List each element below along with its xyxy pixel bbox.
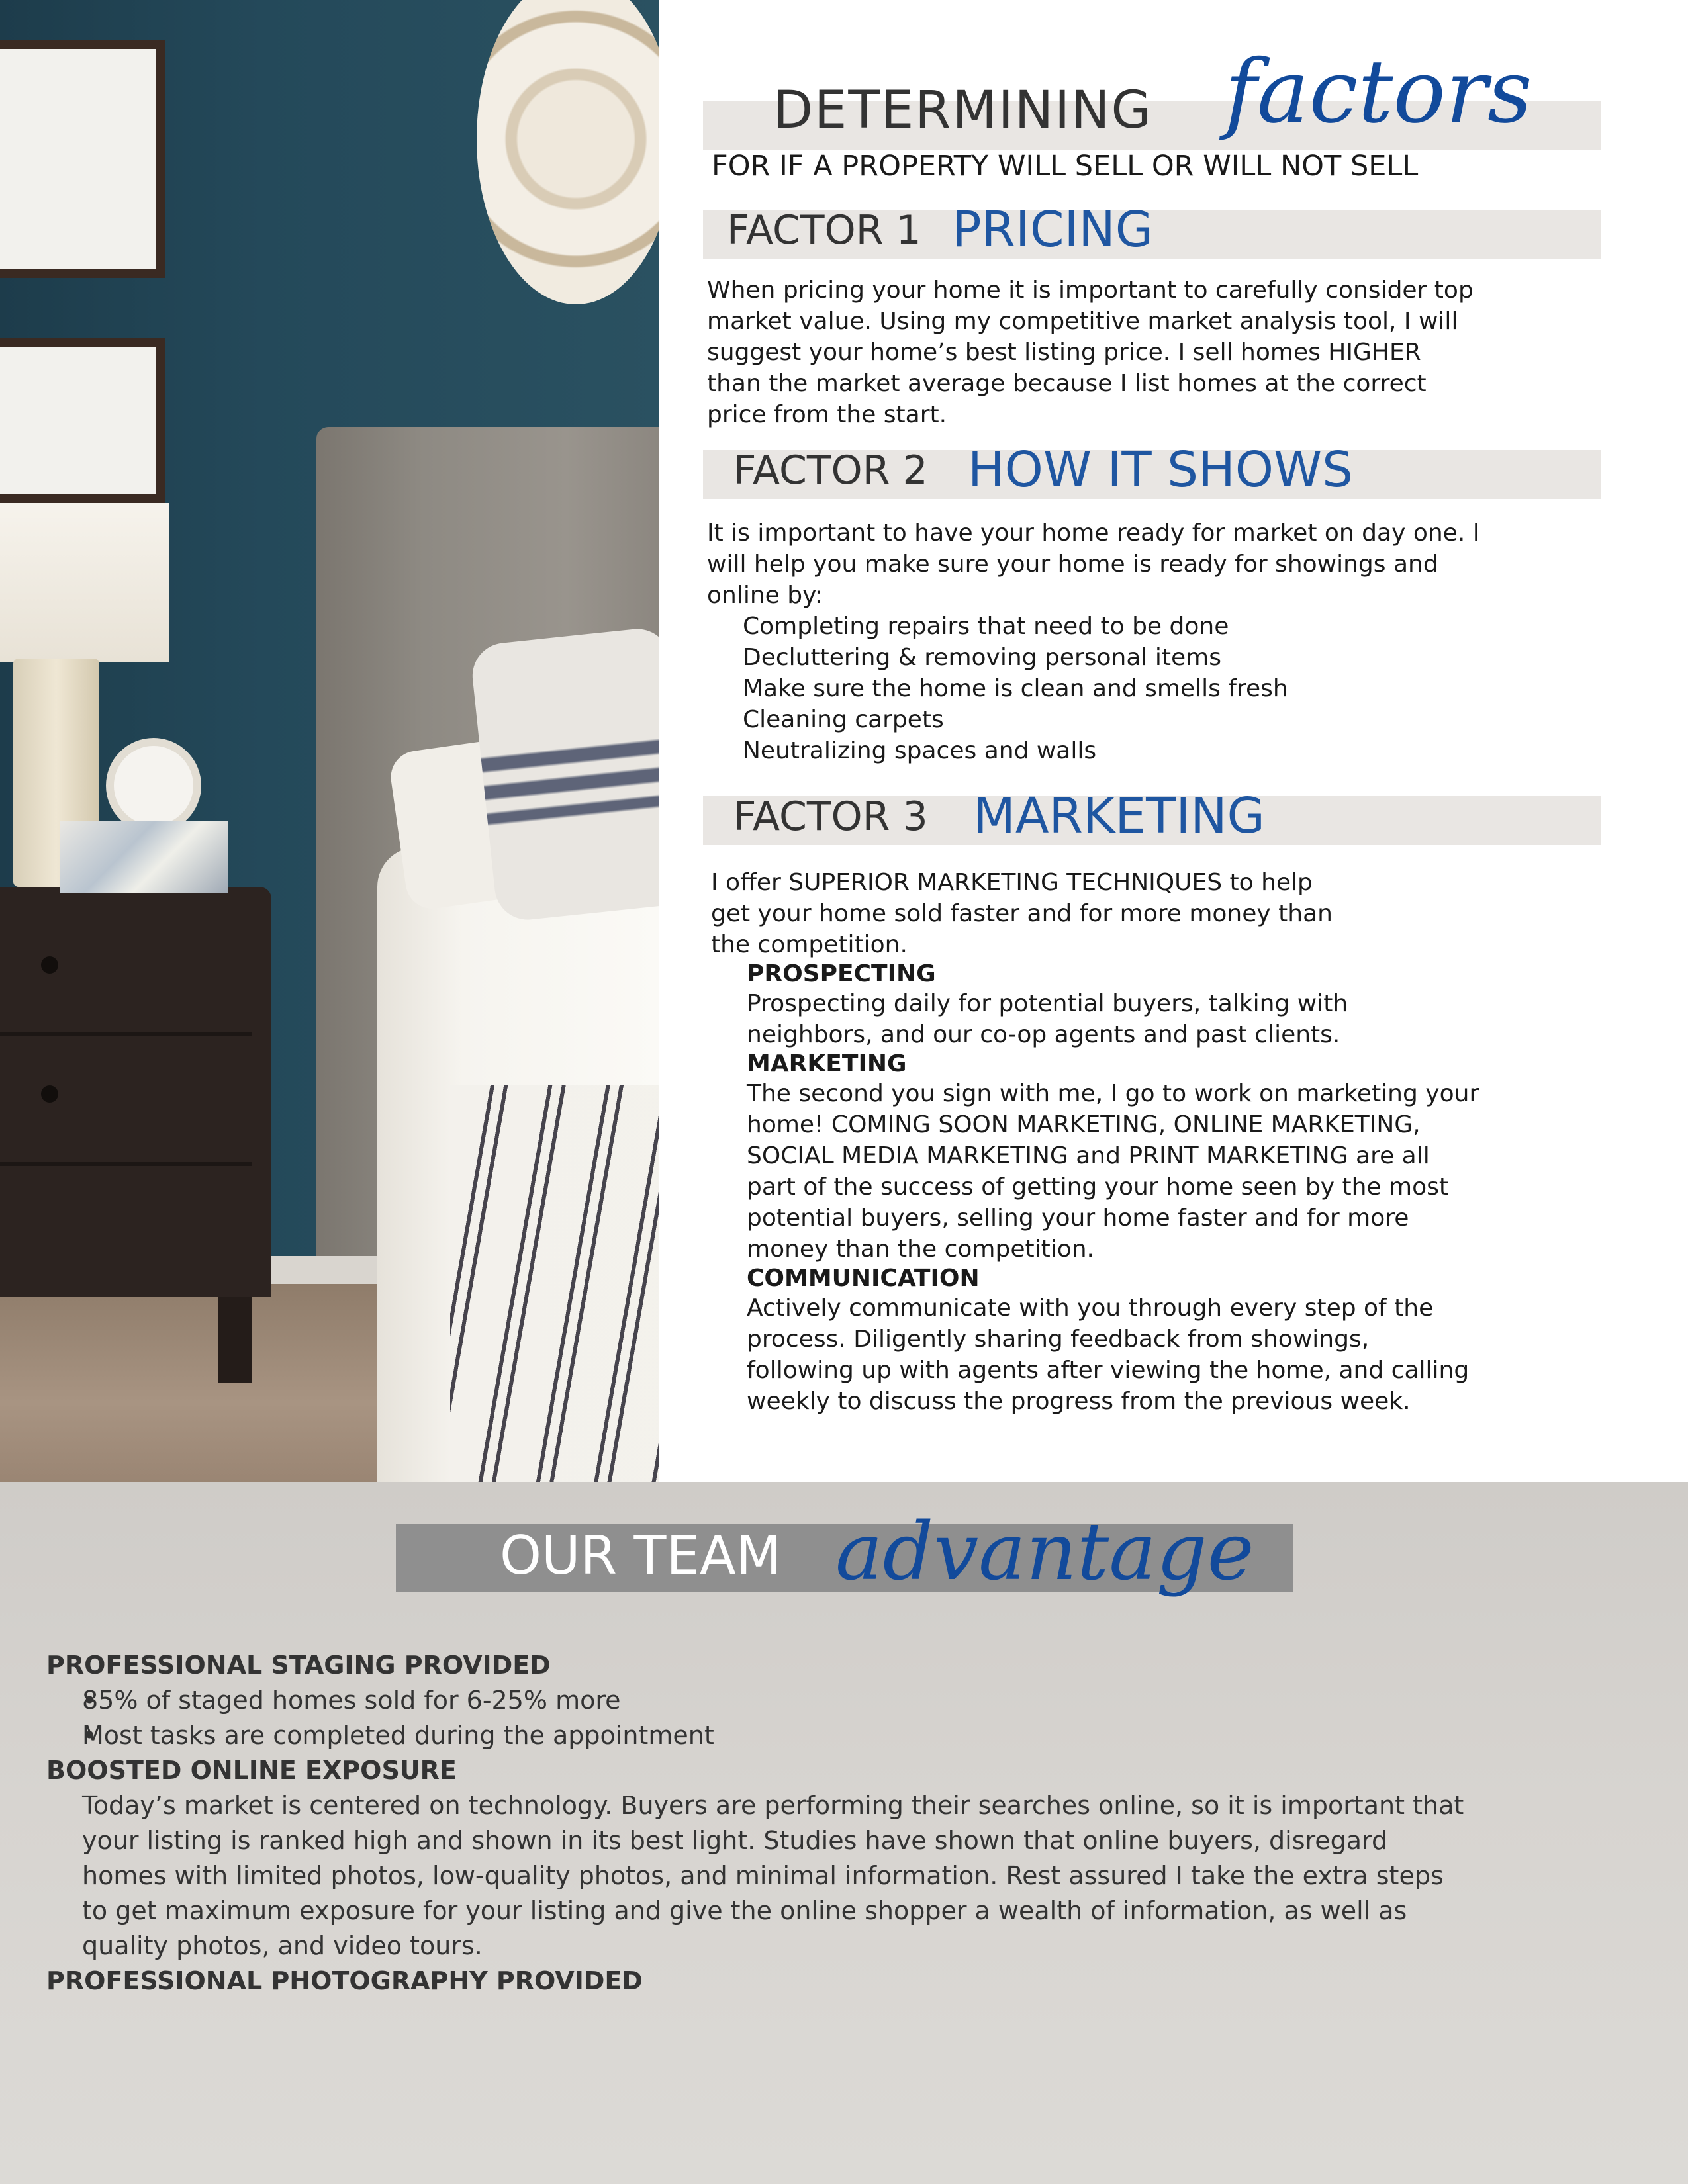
photography-heading: PROFESSIONAL PHOTOGRAPHY PROVIDED xyxy=(46,1966,643,1995)
factor2-text xyxy=(707,518,1479,766)
factor2-item: Cleaning carpets xyxy=(743,706,944,733)
communication-line: weekly to discuss the progress from the previous week. xyxy=(747,1388,1411,1415)
staging-bullet-text: 85% of staged homes sold for 6-25% more xyxy=(82,1686,621,1715)
factor2-line: online by: xyxy=(707,582,823,609)
factor3-title: MARKETING xyxy=(973,788,1265,844)
bedroom-photo xyxy=(0,0,659,1482)
prospecting-line: Prospecting daily for potential buyers, talking with xyxy=(747,990,1348,1017)
factor1-title: PRICING xyxy=(952,201,1154,258)
factor3-line: the competition. xyxy=(711,931,908,958)
online-line: homes with limited photos, low-quality photos, and minimal information. Rest assured I take the extra steps xyxy=(82,1861,1444,1890)
marketing-line: The second you sign with me, I go to work on marketing your xyxy=(747,1080,1479,1107)
marketing-line: SOCIAL MEDIA MARKETING and PRINT MARKETING are all xyxy=(747,1142,1430,1169)
factor1-line: price from the start. xyxy=(707,401,947,428)
factor2-item: Completing repairs that need to be done xyxy=(743,613,1229,640)
striped-pillow xyxy=(469,625,659,923)
lamp-shade xyxy=(0,503,169,662)
page-subtitle: FOR IF A PROPERTY WILL SELL OR WILL NOT SELL xyxy=(712,150,1419,183)
decorative-box xyxy=(60,821,228,893)
factor1-label: FACTOR 1 xyxy=(727,207,921,253)
factor1-line: suggest your home’s best listing price. I sell homes HIGHER xyxy=(707,339,1421,366)
factor1-line: market value. Using my competitive market analysis tool, I will xyxy=(707,308,1458,335)
marketing-heading: MARKETING xyxy=(747,1050,907,1077)
factor2-label: FACTOR 2 xyxy=(733,447,928,494)
communication-line: following up with agents after viewing the home, and calling xyxy=(747,1357,1470,1384)
framed-art-top xyxy=(0,40,165,278)
factor3-line: get your home sold faster and for more money than xyxy=(711,900,1333,927)
team-title: OUR TEAM xyxy=(500,1525,782,1586)
team-section xyxy=(0,1482,1688,2184)
factor1-line: than the market average because I list homes at the correct xyxy=(707,370,1427,397)
online-line: to get maximum exposure for your listing and give the online shopper a wealth of information, as well as xyxy=(82,1896,1407,1925)
nightstand xyxy=(0,887,271,1297)
online-line: Today’s market is centered on technology. Buyers are performing their searches online, so it is important that xyxy=(82,1791,1464,1820)
communication-heading: COMMUNICATION xyxy=(747,1265,980,1292)
marketing-line: part of the success of getting your home seen by the most xyxy=(747,1173,1448,1201)
team-title-script: advantage xyxy=(835,1506,1254,1598)
factor3-line: I offer SUPERIOR MARKETING TECHNIQUES to help xyxy=(711,869,1313,896)
prospecting-heading: PROSPECTING xyxy=(747,960,936,987)
online-line: your listing is ranked high and shown in its best light. Studies have shown that online buyers, disregard xyxy=(82,1826,1388,1855)
decorative-plate xyxy=(477,0,659,304)
staging-bullet xyxy=(46,1683,1648,1718)
clock xyxy=(106,738,201,833)
page-title-script: factors xyxy=(1225,41,1532,143)
online-line: quality photos, and video tours. xyxy=(82,1931,483,1960)
team-content xyxy=(46,1648,1648,1999)
marketing-line: home! COMING SOON MARKETING, ONLINE MARKETING, xyxy=(747,1111,1421,1138)
staging-bullet-text: Most tasks are completed during the appointment xyxy=(82,1721,714,1750)
factor2-item: Neutralizing spaces and walls xyxy=(743,737,1097,764)
factor2-title: HOW IT SHOWS xyxy=(968,441,1354,498)
communication-line: Actively communicate with you through every step of the xyxy=(747,1295,1434,1322)
factor1-text xyxy=(707,275,1474,430)
framed-art-bottom xyxy=(0,338,165,503)
factor2-line: will help you make sure your home is ready for showings and xyxy=(707,551,1438,578)
prospecting-line: neighbors, and our co-op agents and past clients. xyxy=(747,1021,1340,1048)
marketing-line: money than the competition. xyxy=(747,1236,1094,1263)
factor2-line: It is important to have your home ready for market on day one. I xyxy=(707,520,1480,547)
staging-bullet xyxy=(46,1718,1648,1753)
page-title: DETERMINING xyxy=(773,81,1152,140)
factor1-line: When pricing your home it is important to carefully consider top xyxy=(707,277,1474,304)
factor3-label: FACTOR 3 xyxy=(733,794,928,840)
online-heading: BOOSTED ONLINE EXPOSURE xyxy=(46,1756,457,1785)
factor3-text xyxy=(711,867,1479,1417)
staging-heading: PROFESSIONAL STAGING PROVIDED xyxy=(46,1651,551,1680)
factor2-item: Make sure the home is clean and smells fresh xyxy=(743,675,1288,702)
marketing-line: potential buyers, selling your home faster and for more xyxy=(747,1205,1409,1232)
factor2-item: Decluttering & removing personal items xyxy=(743,644,1221,671)
communication-line: process. Diligently sharing feedback from showings, xyxy=(747,1326,1370,1353)
striped-throw xyxy=(450,1085,659,1482)
